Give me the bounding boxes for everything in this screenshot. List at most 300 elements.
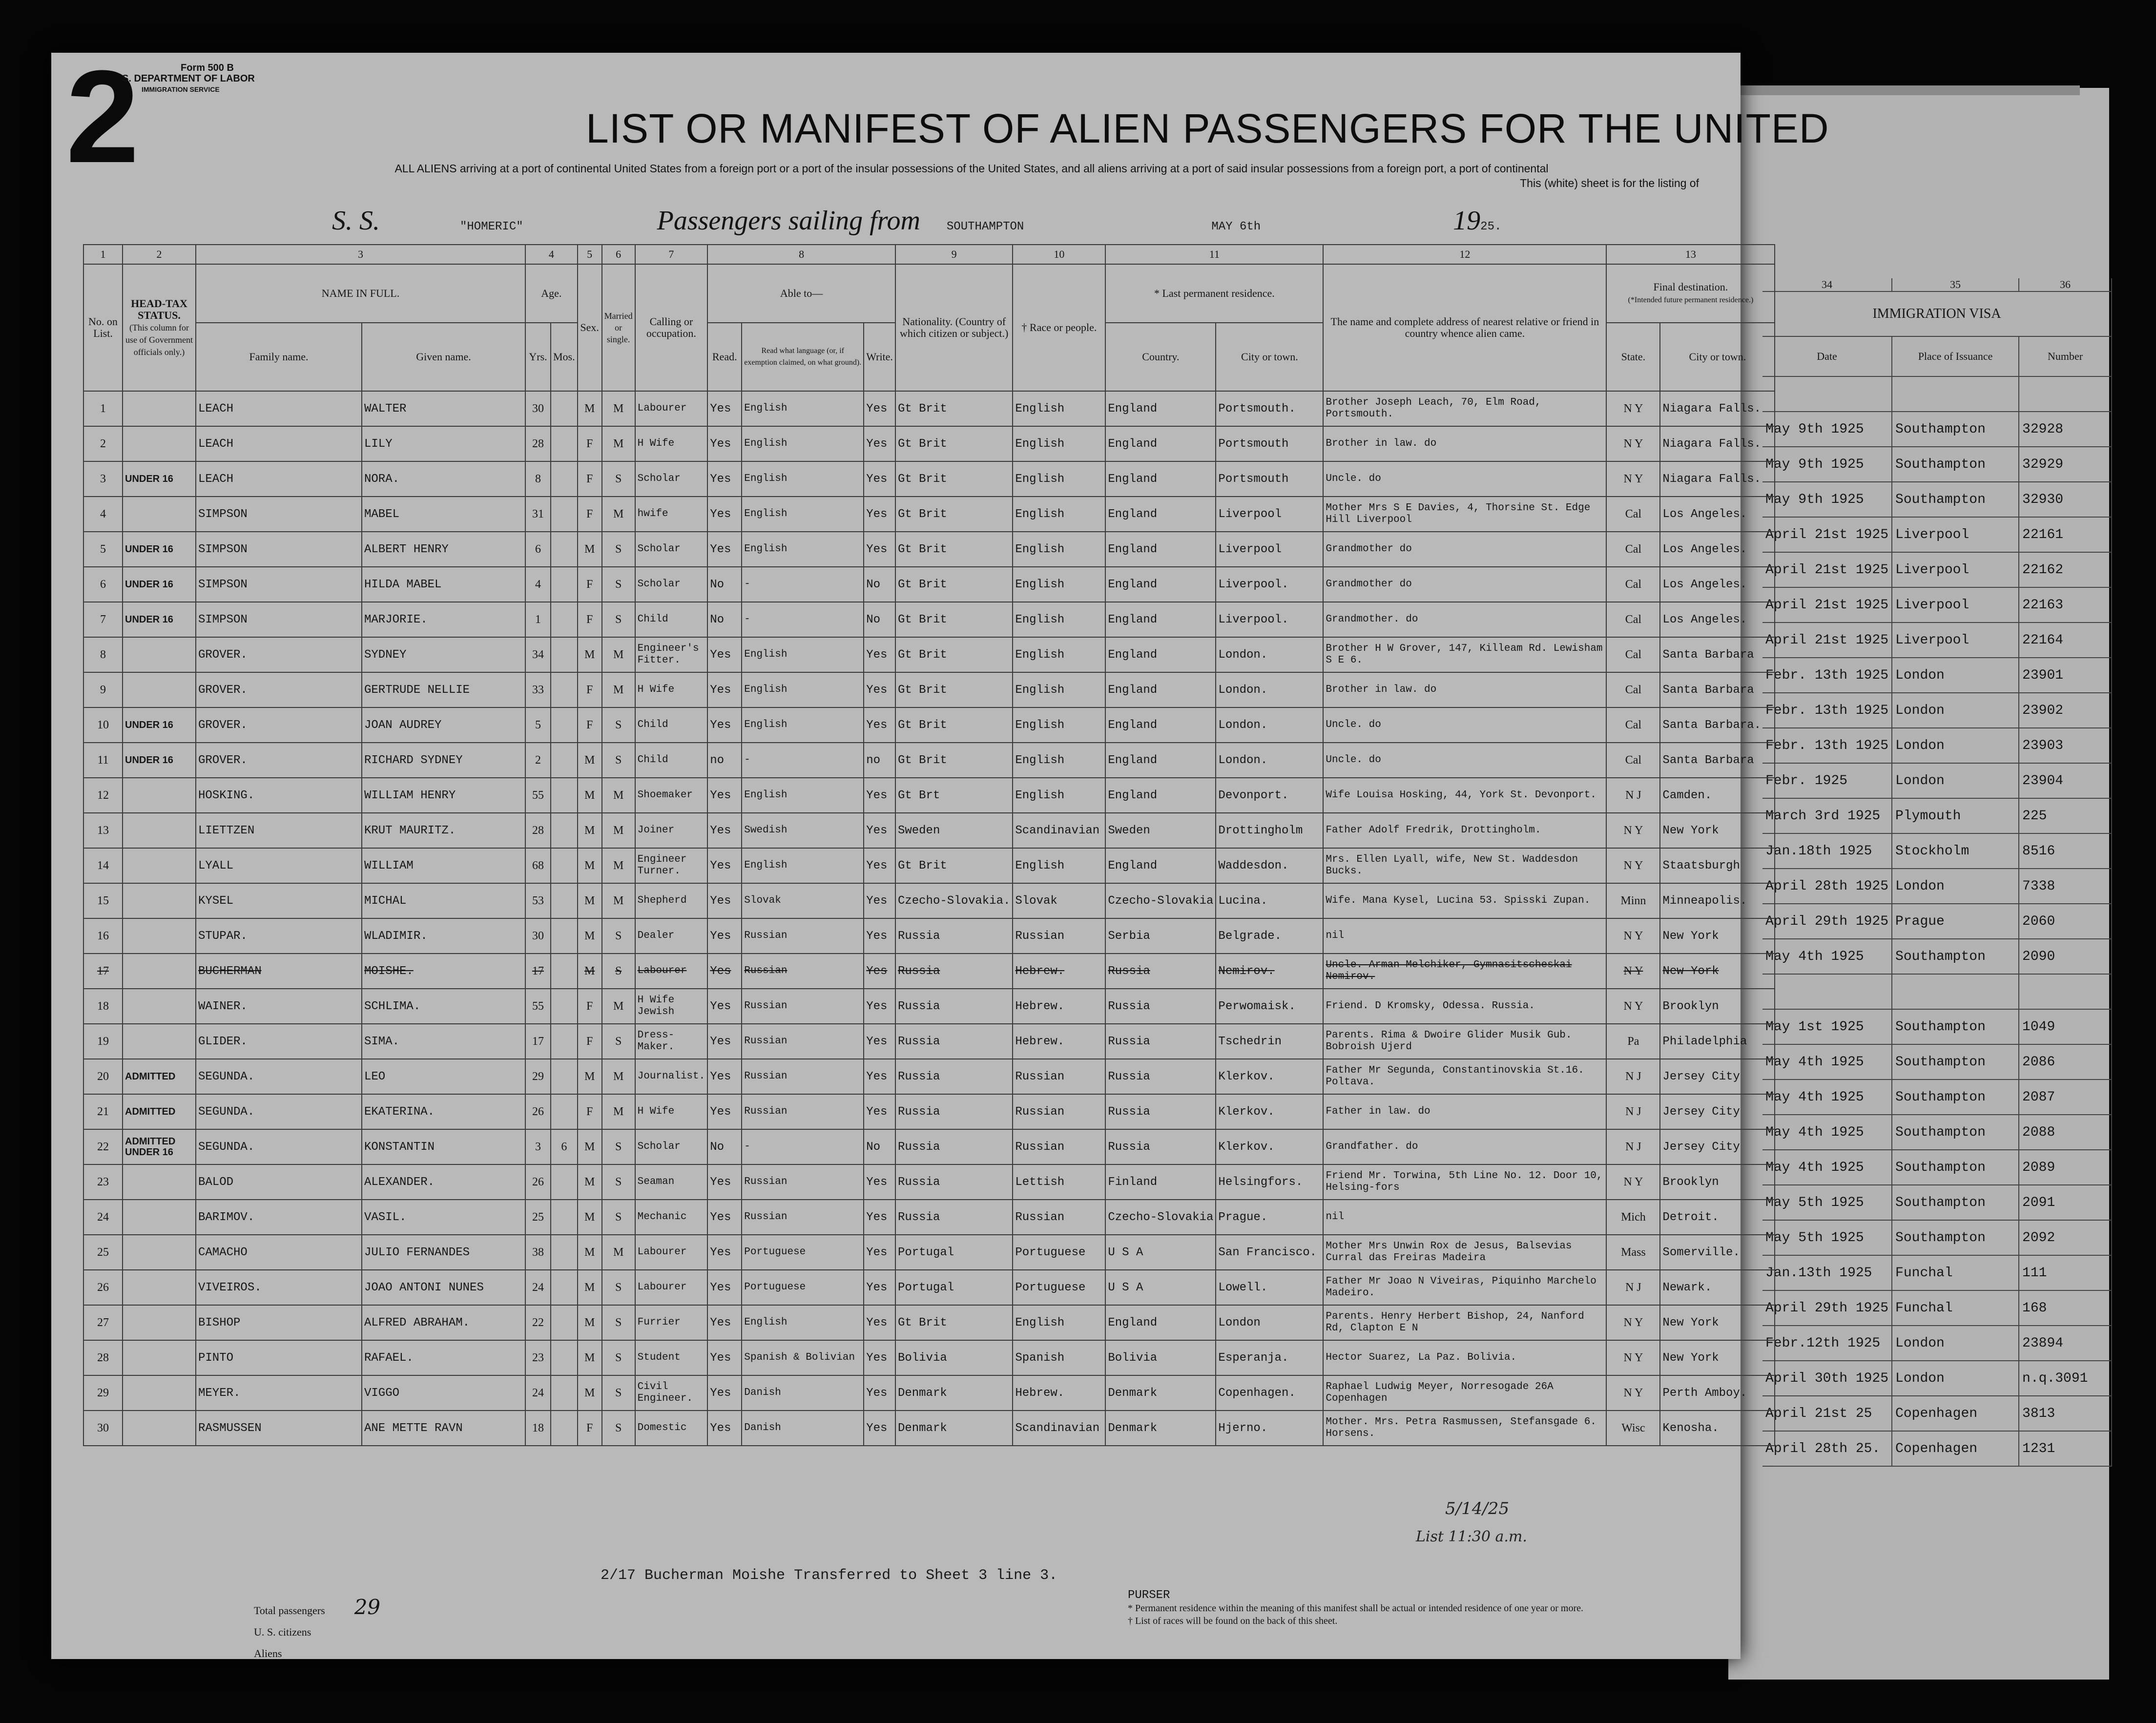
destination-state: N J xyxy=(1606,778,1660,813)
marital-status: S xyxy=(602,1270,635,1305)
family-name: GLIDER. xyxy=(196,1024,362,1059)
head-tax-status: UNDER 16 xyxy=(123,743,196,778)
nationality: Denmark xyxy=(895,1375,1013,1411)
nationality: Gt Brit xyxy=(895,461,1013,497)
destination-state: N Y xyxy=(1606,848,1660,883)
name-in-full-header: NAME IN FULL. xyxy=(196,264,525,323)
nearest-relative: nil xyxy=(1323,918,1606,954)
visa-number: 23901 xyxy=(2019,658,2112,693)
sex: M xyxy=(578,813,602,848)
nearest-relative: Uncle. do xyxy=(1323,707,1606,743)
visa-number: 23904 xyxy=(2019,763,2112,798)
destination-city: Jersey City xyxy=(1660,1094,1775,1129)
visa-date: Jan.13th 1925 xyxy=(1762,1255,1892,1290)
given-name: SIMA. xyxy=(362,1024,525,1059)
can-write: Yes xyxy=(864,1059,895,1094)
age-years: 1 xyxy=(525,602,551,637)
can-write: Yes xyxy=(864,1340,895,1375)
destination-city: Philadelphia xyxy=(1660,1024,1775,1059)
visa-place: London xyxy=(1892,728,2019,763)
nationality: Gt Brit xyxy=(895,426,1013,461)
residence-country: England xyxy=(1105,426,1216,461)
age-years: 55 xyxy=(525,989,551,1024)
destination-state: N Y xyxy=(1606,426,1660,461)
visa-place: Southampton xyxy=(1892,1044,2019,1079)
race: Hebrew. xyxy=(1013,954,1105,989)
residence-city: Nemirov. xyxy=(1216,954,1323,989)
can-write: Yes xyxy=(864,1411,895,1446)
destination-city: Los Angeles. xyxy=(1660,497,1775,532)
destination-state: N Y xyxy=(1606,954,1660,989)
can-read: No xyxy=(707,567,742,602)
read-language: English xyxy=(742,637,864,672)
age-years: 53 xyxy=(525,883,551,918)
head-tax-status xyxy=(123,989,196,1024)
age-months xyxy=(551,1024,578,1059)
nearest-relative: Wife. Mana Kysel, Lucina 53. Spisski Zupan. xyxy=(1323,883,1606,918)
head-tax-status: ADMITTED UNDER 16 xyxy=(123,1129,196,1164)
nationality: Gt Brit xyxy=(895,707,1013,743)
calling: Scholar xyxy=(635,1129,708,1164)
race: English xyxy=(1013,743,1105,778)
row-number: 6 xyxy=(83,567,123,602)
visa-date: Febr. 13th 1925 xyxy=(1762,658,1892,693)
head-tax-note: (This column for use of Government officials only.) xyxy=(125,322,193,357)
nearest-relative: Grandfather. do xyxy=(1323,1129,1606,1164)
visa-row xyxy=(1762,482,2112,517)
nationality: Russia xyxy=(895,1164,1013,1200)
age-months xyxy=(551,1270,578,1305)
nationality: Russia xyxy=(895,989,1013,1024)
age-months xyxy=(551,461,578,497)
row-number: 30 xyxy=(83,1411,123,1446)
age-years: 25 xyxy=(525,1200,551,1235)
sex: M xyxy=(578,1340,602,1375)
race: Russian xyxy=(1013,1129,1105,1164)
table-row xyxy=(83,989,1775,1024)
age-months xyxy=(551,497,578,532)
age-years: 26 xyxy=(525,1164,551,1200)
destination-city: New York xyxy=(1660,918,1775,954)
visa-place-header: Place of Issuance xyxy=(1892,336,2019,376)
table-row xyxy=(83,1129,1775,1164)
residence-country: Russia xyxy=(1105,1094,1216,1129)
row-number: 12 xyxy=(83,778,123,813)
race: Portuguese xyxy=(1013,1270,1105,1305)
family-name: GROVER. xyxy=(196,743,362,778)
age-years: 18 xyxy=(525,1411,551,1446)
nearest-relative: Mother. Mrs. Petra Rasmussen, Stefansgade 6. Horsens. xyxy=(1323,1411,1606,1446)
race: Scandinavian xyxy=(1013,1411,1105,1446)
destination-state: N J xyxy=(1606,1270,1660,1305)
age-months xyxy=(551,391,578,426)
can-write: no xyxy=(864,743,895,778)
family-name: GROVER. xyxy=(196,707,362,743)
nearest-relative: Brother in law. do xyxy=(1323,672,1606,707)
col-num-1: 1 xyxy=(83,245,123,264)
table-row xyxy=(83,1375,1775,1411)
can-read: Yes xyxy=(707,778,742,813)
nearest-relative: Hector Suarez, La Paz. Bolivia. xyxy=(1323,1340,1606,1375)
calling: Mechanic xyxy=(635,1200,708,1235)
col-36: 36 xyxy=(2019,278,2112,291)
destination-city: New York xyxy=(1660,954,1775,989)
age-months xyxy=(551,426,578,461)
can-write: Yes xyxy=(864,848,895,883)
visa-place: Liverpool xyxy=(1892,552,2019,587)
residence-city: London xyxy=(1216,1305,1323,1340)
residence-country: Sweden xyxy=(1105,813,1216,848)
age-years: 24 xyxy=(525,1375,551,1411)
head-tax-status xyxy=(123,1375,196,1411)
col-num-10: 10 xyxy=(1013,245,1105,264)
can-write: Yes xyxy=(864,1305,895,1340)
nearest-relative: Grandmother do xyxy=(1323,532,1606,567)
calling: Domestic xyxy=(635,1411,708,1446)
visa-place: Southampton xyxy=(1892,1079,2019,1115)
race: English xyxy=(1013,637,1105,672)
sex: M xyxy=(578,883,602,918)
visa-place: Southampton xyxy=(1892,1009,2019,1044)
transfer-note: 2/17 Bucherman Moishe Transferred to Sheet 3 line 3. xyxy=(601,1567,1058,1584)
visa-place: Copenhagen xyxy=(1892,1396,2019,1431)
head-tax-status xyxy=(123,637,196,672)
visa-place xyxy=(1892,376,2019,412)
visa-date: Febr. 1925 xyxy=(1762,763,1892,798)
race: English xyxy=(1013,532,1105,567)
age-years: 38 xyxy=(525,1235,551,1270)
visa-row xyxy=(1762,1150,2112,1185)
final-dest-title: Final destination. xyxy=(1653,280,1728,293)
table-row xyxy=(83,461,1775,497)
nationality: Denmark xyxy=(895,1411,1013,1446)
age-months xyxy=(551,637,578,672)
nearest-relative: Raphael Ludwig Meyer, Norresogade 26A Copenhagen xyxy=(1323,1375,1606,1411)
family-name: LEACH xyxy=(196,426,362,461)
form-number: Form 500 B xyxy=(181,62,234,73)
sheet-number: 2 xyxy=(66,43,140,190)
department: S. DEPARTMENT OF LABOR xyxy=(122,73,255,84)
marital-status: M xyxy=(602,813,635,848)
table-row xyxy=(83,1411,1775,1446)
visa-number: 32929 xyxy=(2019,447,2112,482)
visa-number: 2090 xyxy=(2019,939,2112,974)
calling: H Wife xyxy=(635,672,708,707)
can-write: No xyxy=(864,567,895,602)
col-num-13: 13 xyxy=(1606,245,1775,264)
read-language: Russian xyxy=(742,1164,864,1200)
head-tax-status: UNDER 16 xyxy=(123,532,196,567)
age-months xyxy=(551,1340,578,1375)
purser-label: PURSER xyxy=(1128,1589,1170,1602)
given-name: SYDNEY xyxy=(362,637,525,672)
write-header: Write. xyxy=(864,323,895,391)
race: English xyxy=(1013,497,1105,532)
can-write: Yes xyxy=(864,707,895,743)
nationality: Russia xyxy=(895,1024,1013,1059)
can-read: Yes xyxy=(707,1024,742,1059)
read-language: English xyxy=(742,707,864,743)
visa-row xyxy=(1762,517,2112,552)
marital-status: S xyxy=(602,1129,635,1164)
sex-header: Sex. xyxy=(578,264,602,391)
nationality: Gt Brit xyxy=(895,567,1013,602)
given-name: KONSTANTIN xyxy=(362,1129,525,1164)
col-num-7: 7 xyxy=(635,245,708,264)
destination-city: New York xyxy=(1660,813,1775,848)
visa-row xyxy=(1762,587,2112,623)
visa-place: Southampton xyxy=(1892,1115,2019,1150)
destination-city: Somerville. xyxy=(1660,1235,1775,1270)
can-read: Yes xyxy=(707,461,742,497)
family-name: VIVEIROS. xyxy=(196,1270,362,1305)
nearest-relative: Uncle. Arman Melchiker, Gymnasitscheskai Nemirov. xyxy=(1323,954,1606,989)
nearest-relative: Mrs. Ellen Lyall, wife, New St. Waddesdon Bucks. xyxy=(1323,848,1606,883)
visa-row xyxy=(1762,1044,2112,1079)
calling-header: Calling or occupation. xyxy=(635,264,708,391)
can-read: Yes xyxy=(707,1270,742,1305)
can-read: Yes xyxy=(707,1059,742,1094)
destination-state: Cal xyxy=(1606,637,1660,672)
destination-city: Santa Barbara xyxy=(1660,637,1775,672)
destination-state: Wisc xyxy=(1606,1411,1660,1446)
race: English xyxy=(1013,391,1105,426)
calling: Scholar xyxy=(635,532,708,567)
visa-number: 3813 xyxy=(2019,1396,2112,1431)
marital-status: M xyxy=(602,1059,635,1094)
visa-date: April 28th 25. xyxy=(1762,1431,1892,1466)
visa-date xyxy=(1762,376,1892,412)
race: English xyxy=(1013,848,1105,883)
family-name-header: Family name. xyxy=(196,323,362,391)
residence-city: Liverpool. xyxy=(1216,567,1323,602)
visa-date: Febr. 13th 1925 xyxy=(1762,728,1892,763)
visa-place: Southampton xyxy=(1892,447,2019,482)
destination-state: Cal xyxy=(1606,672,1660,707)
visa-row xyxy=(1762,728,2112,763)
sex: F xyxy=(578,672,602,707)
col-num-12: 12 xyxy=(1323,245,1606,264)
can-read: Yes xyxy=(707,989,742,1024)
family-name: SEGUNDA. xyxy=(196,1094,362,1129)
table-row xyxy=(83,1270,1775,1305)
nationality: Russia xyxy=(895,918,1013,954)
sex: M xyxy=(578,1305,602,1340)
family-name: GROVER. xyxy=(196,637,362,672)
age-months xyxy=(551,1305,578,1340)
visa-number: 22163 xyxy=(2019,587,2112,623)
visa-date: May 9th 1925 xyxy=(1762,482,1892,517)
age-months xyxy=(551,1375,578,1411)
visa-number: 23903 xyxy=(2019,728,2112,763)
head-tax-status xyxy=(123,1164,196,1200)
residence-country: England xyxy=(1105,743,1216,778)
residence-city: Liverpool xyxy=(1216,532,1323,567)
can-read: Yes xyxy=(707,954,742,989)
table-row xyxy=(83,602,1775,637)
read-language: English xyxy=(742,497,864,532)
head-tax-status xyxy=(123,1235,196,1270)
visa-place: Liverpool xyxy=(1892,623,2019,658)
race: English xyxy=(1013,461,1105,497)
can-read: Yes xyxy=(707,1340,742,1375)
table-row xyxy=(83,1235,1775,1270)
age-years: 31 xyxy=(525,497,551,532)
visa-row xyxy=(1762,974,2112,1009)
visa-date: May 9th 1925 xyxy=(1762,412,1892,447)
visa-row xyxy=(1762,939,2112,974)
visa-row xyxy=(1762,1115,2112,1150)
col-num-11: 11 xyxy=(1105,245,1323,264)
visa-number: 2089 xyxy=(2019,1150,2112,1185)
visa-row xyxy=(1762,1290,2112,1326)
can-write: Yes xyxy=(864,813,895,848)
race: Russian xyxy=(1013,1059,1105,1094)
row-number: 23 xyxy=(83,1164,123,1200)
last-residence-header: * Last permanent residence. xyxy=(1105,264,1323,323)
row-number: 11 xyxy=(83,743,123,778)
race-header: † Race or people. xyxy=(1013,264,1105,391)
family-name: GROVER. xyxy=(196,672,362,707)
calling: H Wife xyxy=(635,1094,708,1129)
head-tax-status xyxy=(123,672,196,707)
able-to-header: Able to— xyxy=(707,264,895,323)
visa-place: Southampton xyxy=(1892,482,2019,517)
table-row xyxy=(83,1059,1775,1094)
col-34: 34 xyxy=(1762,278,1892,291)
calling: Dress-Maker. xyxy=(635,1024,708,1059)
family-name: SIMPSON xyxy=(196,532,362,567)
final-dest-note: (*Intended future permanent residence.) xyxy=(1628,295,1754,304)
marital-status: S xyxy=(602,1375,635,1411)
calling: Labourer xyxy=(635,1270,708,1305)
calling: Joiner xyxy=(635,813,708,848)
visa-number: 168 xyxy=(2019,1290,2112,1326)
marital-status: S xyxy=(602,602,635,637)
visa-date: April 28th 1925 xyxy=(1762,869,1892,904)
residence-country: Russia xyxy=(1105,1024,1216,1059)
service: IMMIGRATION SERVICE xyxy=(142,85,220,93)
calling: Labourer xyxy=(635,954,708,989)
race: English xyxy=(1013,426,1105,461)
given-name: WILLIAM HENRY xyxy=(362,778,525,813)
family-name: SEGUNDA. xyxy=(196,1129,362,1164)
race: English xyxy=(1013,602,1105,637)
sex: F xyxy=(578,1024,602,1059)
sex: M xyxy=(578,743,602,778)
head-tax-status xyxy=(123,954,196,989)
sex: M xyxy=(578,848,602,883)
visa-number: 225 xyxy=(2019,798,2112,833)
head-tax-status xyxy=(123,497,196,532)
marital-status: M xyxy=(602,848,635,883)
age-months xyxy=(551,778,578,813)
nationality: Gt Brit xyxy=(895,743,1013,778)
can-read: Yes xyxy=(707,532,742,567)
residence-country: England xyxy=(1105,848,1216,883)
given-name: RICHARD SYDNEY xyxy=(362,743,525,778)
row-number: 3 xyxy=(83,461,123,497)
read-language: Swedish xyxy=(742,813,864,848)
destination-state: N J xyxy=(1606,1094,1660,1129)
table-row xyxy=(83,1340,1775,1375)
nationality: Russia xyxy=(895,1129,1013,1164)
age-months xyxy=(551,532,578,567)
immigration-visa-sheet xyxy=(1762,278,2112,1467)
family-name: LIETTZEN xyxy=(196,813,362,848)
visa-row xyxy=(1762,412,2112,447)
calling: Scholar xyxy=(635,567,708,602)
residence-city: London. xyxy=(1216,672,1323,707)
age-years: 29 xyxy=(525,1059,551,1094)
nationality: Gt Brit xyxy=(895,532,1013,567)
sailing-from-label: Passengers sailing from xyxy=(657,206,920,236)
given-name: NORA. xyxy=(362,461,525,497)
visa-date: Febr.12th 1925 xyxy=(1762,1326,1892,1361)
destination-state: N Y xyxy=(1606,461,1660,497)
table-row xyxy=(83,778,1775,813)
given-name: KRUT MAURITZ. xyxy=(362,813,525,848)
family-name: SIMPSON xyxy=(196,567,362,602)
row-number: 25 xyxy=(83,1235,123,1270)
visa-date: May 4th 1925 xyxy=(1762,939,1892,974)
residence-country: Denmark xyxy=(1105,1411,1216,1446)
table-row xyxy=(83,743,1775,778)
age-years: 6 xyxy=(525,532,551,567)
visa-place: Southampton xyxy=(1892,1150,2019,1185)
family-name: MEYER. xyxy=(196,1375,362,1411)
can-write: Yes xyxy=(864,637,895,672)
residence-city: Klerkov. xyxy=(1216,1129,1323,1164)
visa-row xyxy=(1762,833,2112,869)
marital-status: S xyxy=(602,1340,635,1375)
row-number: 24 xyxy=(83,1200,123,1235)
destination-city: Niagara Falls. xyxy=(1660,391,1775,426)
can-read: Yes xyxy=(707,637,742,672)
city-town-header: City or town. xyxy=(1660,323,1775,391)
nearest-relative: Grandmother do xyxy=(1323,567,1606,602)
can-read: Yes xyxy=(707,848,742,883)
sex: F xyxy=(578,707,602,743)
residence-city: Klerkov. xyxy=(1216,1059,1323,1094)
can-write: Yes xyxy=(864,461,895,497)
can-write: Yes xyxy=(864,426,895,461)
age-years: 30 xyxy=(525,391,551,426)
marital-status: M xyxy=(602,391,635,426)
head-tax-status xyxy=(123,1270,196,1305)
read-language: English xyxy=(742,426,864,461)
residence-city: Tschedrin xyxy=(1216,1024,1323,1059)
sex: F xyxy=(578,1094,602,1129)
age-years: 4 xyxy=(525,567,551,602)
family-name: BARIMOV. xyxy=(196,1200,362,1235)
visa-number: 2088 xyxy=(2019,1115,2112,1150)
final-destination-header xyxy=(1606,264,1775,323)
residence-city: Devonport. xyxy=(1216,778,1323,813)
visa-date: April 30th 1925 xyxy=(1762,1361,1892,1396)
family-name: BUCHERMAN xyxy=(196,954,362,989)
marital-status: S xyxy=(602,707,635,743)
head-tax-status: UNDER 16 xyxy=(123,461,196,497)
can-write: Yes xyxy=(864,497,895,532)
footnotes xyxy=(1128,1589,1583,1627)
residence-country: Russia xyxy=(1105,954,1216,989)
residence-country: Czecho-Slovakia xyxy=(1105,1200,1216,1235)
nationality: Gt Brit xyxy=(895,497,1013,532)
total-value: 29 xyxy=(354,1595,381,1619)
given-name: MARJORIE. xyxy=(362,602,525,637)
sex: F xyxy=(578,497,602,532)
